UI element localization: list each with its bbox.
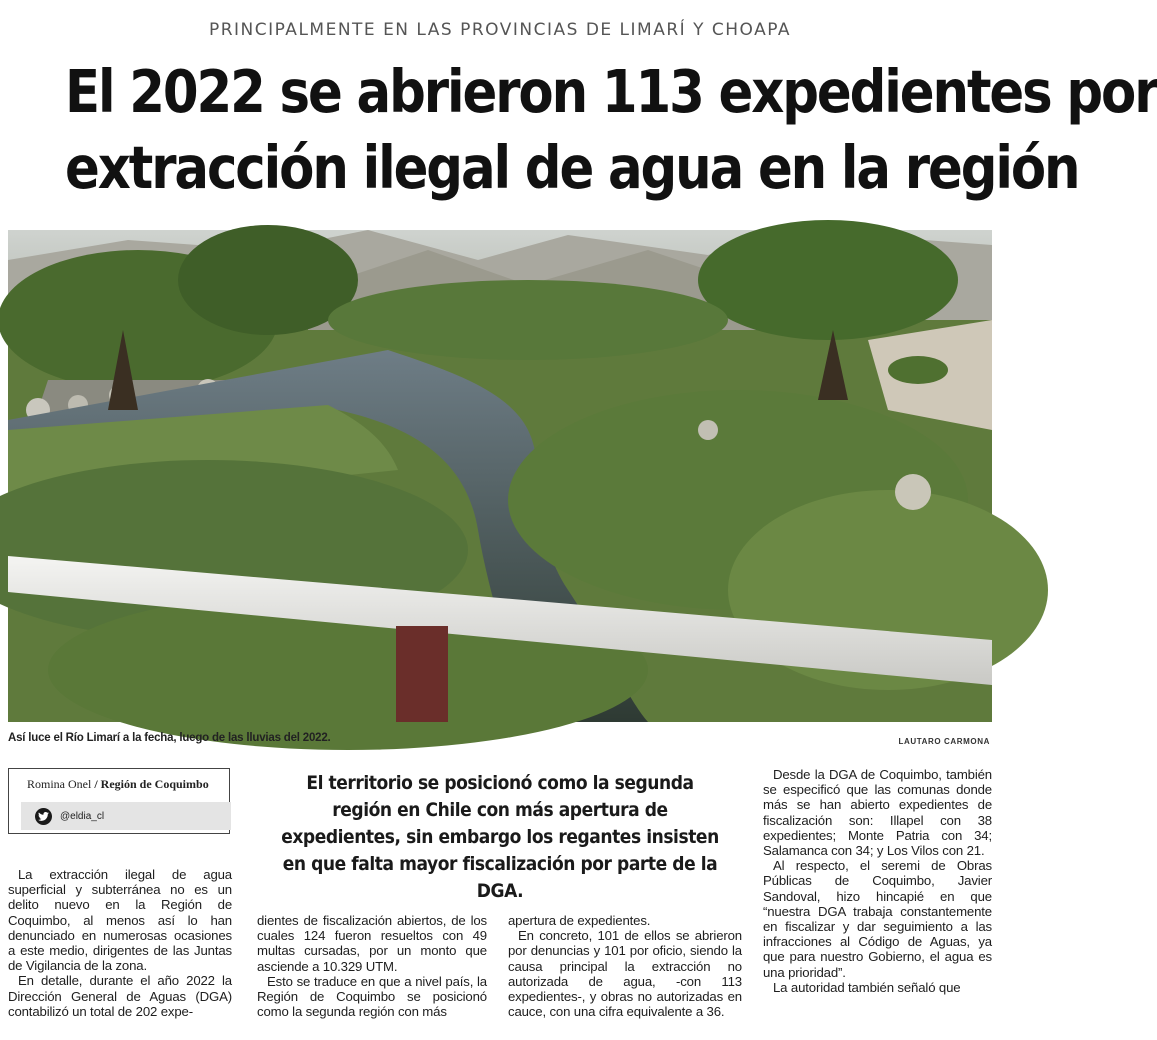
author-location: Región de Coquimbo [100, 777, 209, 791]
byline-box [8, 768, 230, 834]
article-deck: El territorio se posicionó como la segunda región en Chile con más apertura de expedientes, sin embargo los regantes insisten en que falta mayor fiscalización por parte de la DGA. [281, 772, 719, 902]
paragraph: Desde la DGA de Coquimbo, también se especificó que las comunas donde más se han abierto expedientes de fiscalización son: Illapel con 38 expedientes; Monte Patria con 34; Salamanca con 34; y Los Vilos con 21. [763, 767, 992, 859]
kicker: PRINCIPALMENTE EN LAS PROVINCIAS DE LIMARÍ Y CHOAPA [208, 20, 792, 40]
article-photo [8, 230, 992, 722]
byline [9, 769, 229, 799]
headline [65, 54, 1157, 206]
headline-line-1: El 2022 se abrieron 113 expedientes por [65, 57, 1157, 126]
body-column-1 [8, 867, 232, 1019]
paragraph: Esto se traduce en que a nivel país, la Región de Coquimbo se posicionó como la segunda región con más [257, 973, 487, 1020]
photo-credit: LAUTARO CARMONA [898, 737, 990, 746]
paragraph: La autoridad también señaló que [773, 979, 961, 995]
body-column-4 [763, 767, 992, 995]
paragraph: En detalle, durante el año 2022 la Dirección General de Aguas (DGA) contabilizó un total de 202 expe- [8, 973, 232, 1019]
byline-separator: / [91, 777, 101, 791]
headline-line-2: extracción ilegal de agua en la región [65, 133, 1079, 202]
photo-caption: Así luce el Río Limarí a la fecha, luego de las lluvias del 2022. [8, 732, 331, 744]
paragraph: Al respecto, el seremi de Obras Públicas de Coquimbo, Javier Sandoval, hizo hincapié en que “nuestra DGA trabaja constantemente en fiscalizar y dar seguimiento a las infracciones al Código de Aguas, ya que para nuestro Gobierno, el agua es una prioridad”. [763, 858, 992, 980]
twitter-handle: @eldia_cl [60, 810, 105, 822]
paragraph: apertura de expedientes. [508, 913, 651, 928]
author-name: Romina Onel [27, 777, 92, 791]
social-handle-bar [21, 802, 231, 830]
paragraph: La extracción ilegal de agua superficial y subterránea no es un delito nuevo en la Región de Coquimbo, al menos así lo han denunciado en numerosas ocasiones a este medio, dirigentes de las Juntas de Vigilancia de la zona. [8, 867, 232, 974]
paragraph: En concreto, 101 de ellos se abrieron por denuncias y 101 por oficio, siendo la causa principal la extracción no autorizada de agua, -con 113 expedientes-, y obras no autorizadas en cauce, con una cifra equivalente a 36. [508, 928, 742, 1020]
body-column-3 [508, 913, 742, 1019]
twitter-icon [35, 808, 52, 825]
paragraph: dientes de fiscalización abiertos, de los cuales 124 fueron resueltos con 49 multas cursadas, por un monto que asciende a 10.329 UTM. [257, 913, 487, 974]
body-column-2 [257, 913, 487, 1019]
